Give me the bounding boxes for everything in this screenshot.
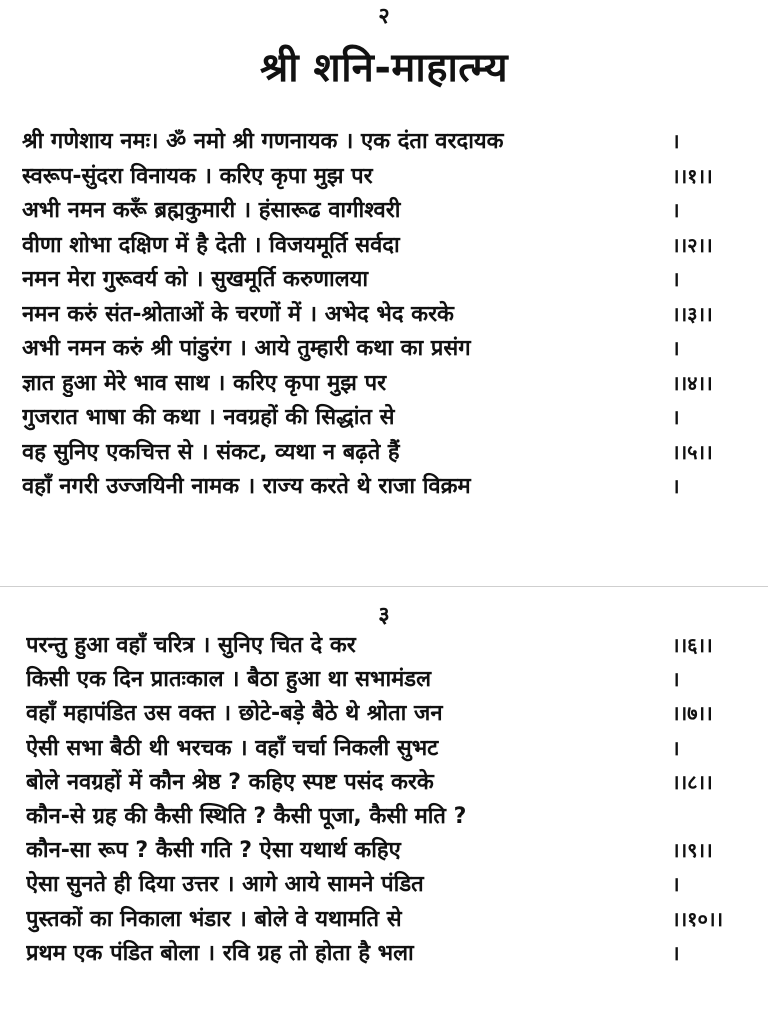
verse-text: नमन करुं संत-श्रोताओं के चरणों में । अभेद भेद करके: [22, 301, 454, 327]
verse-line: [22, 229, 742, 264]
verse-text: पुस्तकों का निकाला भंडार । बोले वे यथामति से: [26, 906, 402, 932]
verse-mark: ।।४।।: [672, 370, 713, 395]
verse-text: वहाँ नगरी उज्जयिनी नामक । राज्य करते थे राजा विक्रम: [22, 474, 471, 499]
verse-text: अभी नमन करुं श्री पांडुरंग । आये तुम्हारी कथा का प्रसंग: [22, 336, 471, 361]
verse-mark: ।: [672, 198, 680, 222]
verse-mark: ।: [672, 129, 680, 153]
verse-mark: ।: [672, 474, 680, 498]
verse-text: ऐसी सभा बैठी थी भरचक । वहाँ चर्चा निकली सुभट: [26, 735, 439, 761]
verse-line: [22, 298, 742, 333]
verse-mark: ।: [672, 872, 680, 897]
verse-block-top: [22, 125, 742, 505]
verse-text: वीणा शोभा दक्षिण में है देती । विजयमूर्ति सर्वदा: [22, 232, 400, 258]
verse-mark: ।।२।।: [672, 232, 713, 257]
verse-text: वहाँ महापंडित उस वक्त । छोटे-बड़े बैठे थे श्रोता जन: [26, 701, 443, 727]
verse-line: [22, 263, 742, 298]
page-number: २: [378, 4, 390, 29]
verse-text: गुजरात भाषा की कथा । नवग्रहों की सिद्धांत से: [22, 405, 395, 430]
verse-text: स्वरूप-सुंदरा विनायक । करिए कृपा मुझ पर: [22, 163, 373, 189]
verse-line: [26, 834, 742, 868]
verse-mark: ।।१०।।: [672, 906, 724, 931]
verse-line: [22, 401, 742, 436]
verse-mark: ।।८।।: [672, 769, 713, 794]
verse-line: [22, 367, 742, 402]
verse-line: [22, 436, 742, 471]
verse-mark: ।: [672, 735, 680, 760]
verse-mark: ।।५।।: [672, 439, 713, 464]
verse-block-bottom: [26, 629, 742, 971]
verse-text: अभी नमन करूँ ब्रह्मकुमारी । हंसारूढ वागीश्वरी: [22, 198, 401, 223]
verse-text: वह सुनिए एकचित्त से । संकट, व्यथा न बढ़ते हैं: [22, 439, 400, 465]
verse-text: कौन-से ग्रह की कैसी स्थिति ? कैसी पूजा, कैसी मति ?: [26, 803, 467, 829]
verse-line: [26, 868, 742, 902]
verse-line: [22, 332, 742, 367]
verse-line: [26, 732, 742, 766]
verse-text: किसी एक दिन प्रातःकाल । बैठा हुआ था सभामंडल: [26, 667, 431, 693]
verse-mark: ।।३।।: [672, 301, 713, 326]
verse-mark: ।: [672, 667, 680, 692]
verse-text: बोले नवग्रहों में कौन श्रेष्ठ ? कहिए स्पष्ट पसंद करके: [26, 769, 434, 795]
verse-line: [26, 903, 742, 937]
verse-line: [22, 125, 742, 160]
verse-line: [26, 766, 742, 800]
page-bottom-section: [0, 586, 768, 1025]
verse-line: [26, 937, 742, 971]
verse-line: [22, 194, 742, 229]
verse-mark: ।।७।।: [672, 701, 713, 726]
verse-mark: ।।१।।: [672, 163, 713, 188]
verse-text: ज्ञात हुआ मेरे भाव साथ । करिए कृपा मुझ पर: [22, 370, 387, 396]
verse-mark: ।: [672, 405, 680, 429]
verse-mark: ।।९।।: [672, 838, 713, 863]
verse-mark: ।: [672, 940, 680, 965]
page-number: ३: [378, 603, 390, 628]
verse-mark: ।।६।।: [672, 633, 713, 657]
verse-text: परन्तु हुआ वहाँ चरित्र । सुनिए चित दे कर: [26, 633, 356, 658]
verse-text: श्री गणेशाय नमः। ॐ नमो श्री गणनायक । एक दंता वरदायक: [22, 129, 504, 154]
verse-text: ऐसा सुनते ही दिया उत्तर । आगे आये सामने पंडित: [26, 872, 424, 898]
verse-line: [22, 160, 742, 195]
verse-mark: ।: [672, 267, 680, 291]
page-title: श्री शनि-माहात्म्य: [259, 45, 509, 91]
verse-mark: ।: [672, 336, 680, 360]
verse-text: कौन-सा रूप ? कैसी गति ? ऐसा यथार्थ कहिए: [26, 838, 401, 864]
verse-line: [26, 629, 742, 663]
verse-text: प्रथम एक पंडित बोला । रवि ग्रह तो होता है भला: [26, 940, 414, 966]
verse-line: [22, 470, 742, 505]
verse-text: नमन मेरा गुरूवर्य को । सुखमूर्ति करुणालया: [22, 267, 369, 292]
verse-line: [26, 697, 742, 731]
verse-line: [26, 663, 742, 697]
verse-line: [26, 800, 742, 834]
